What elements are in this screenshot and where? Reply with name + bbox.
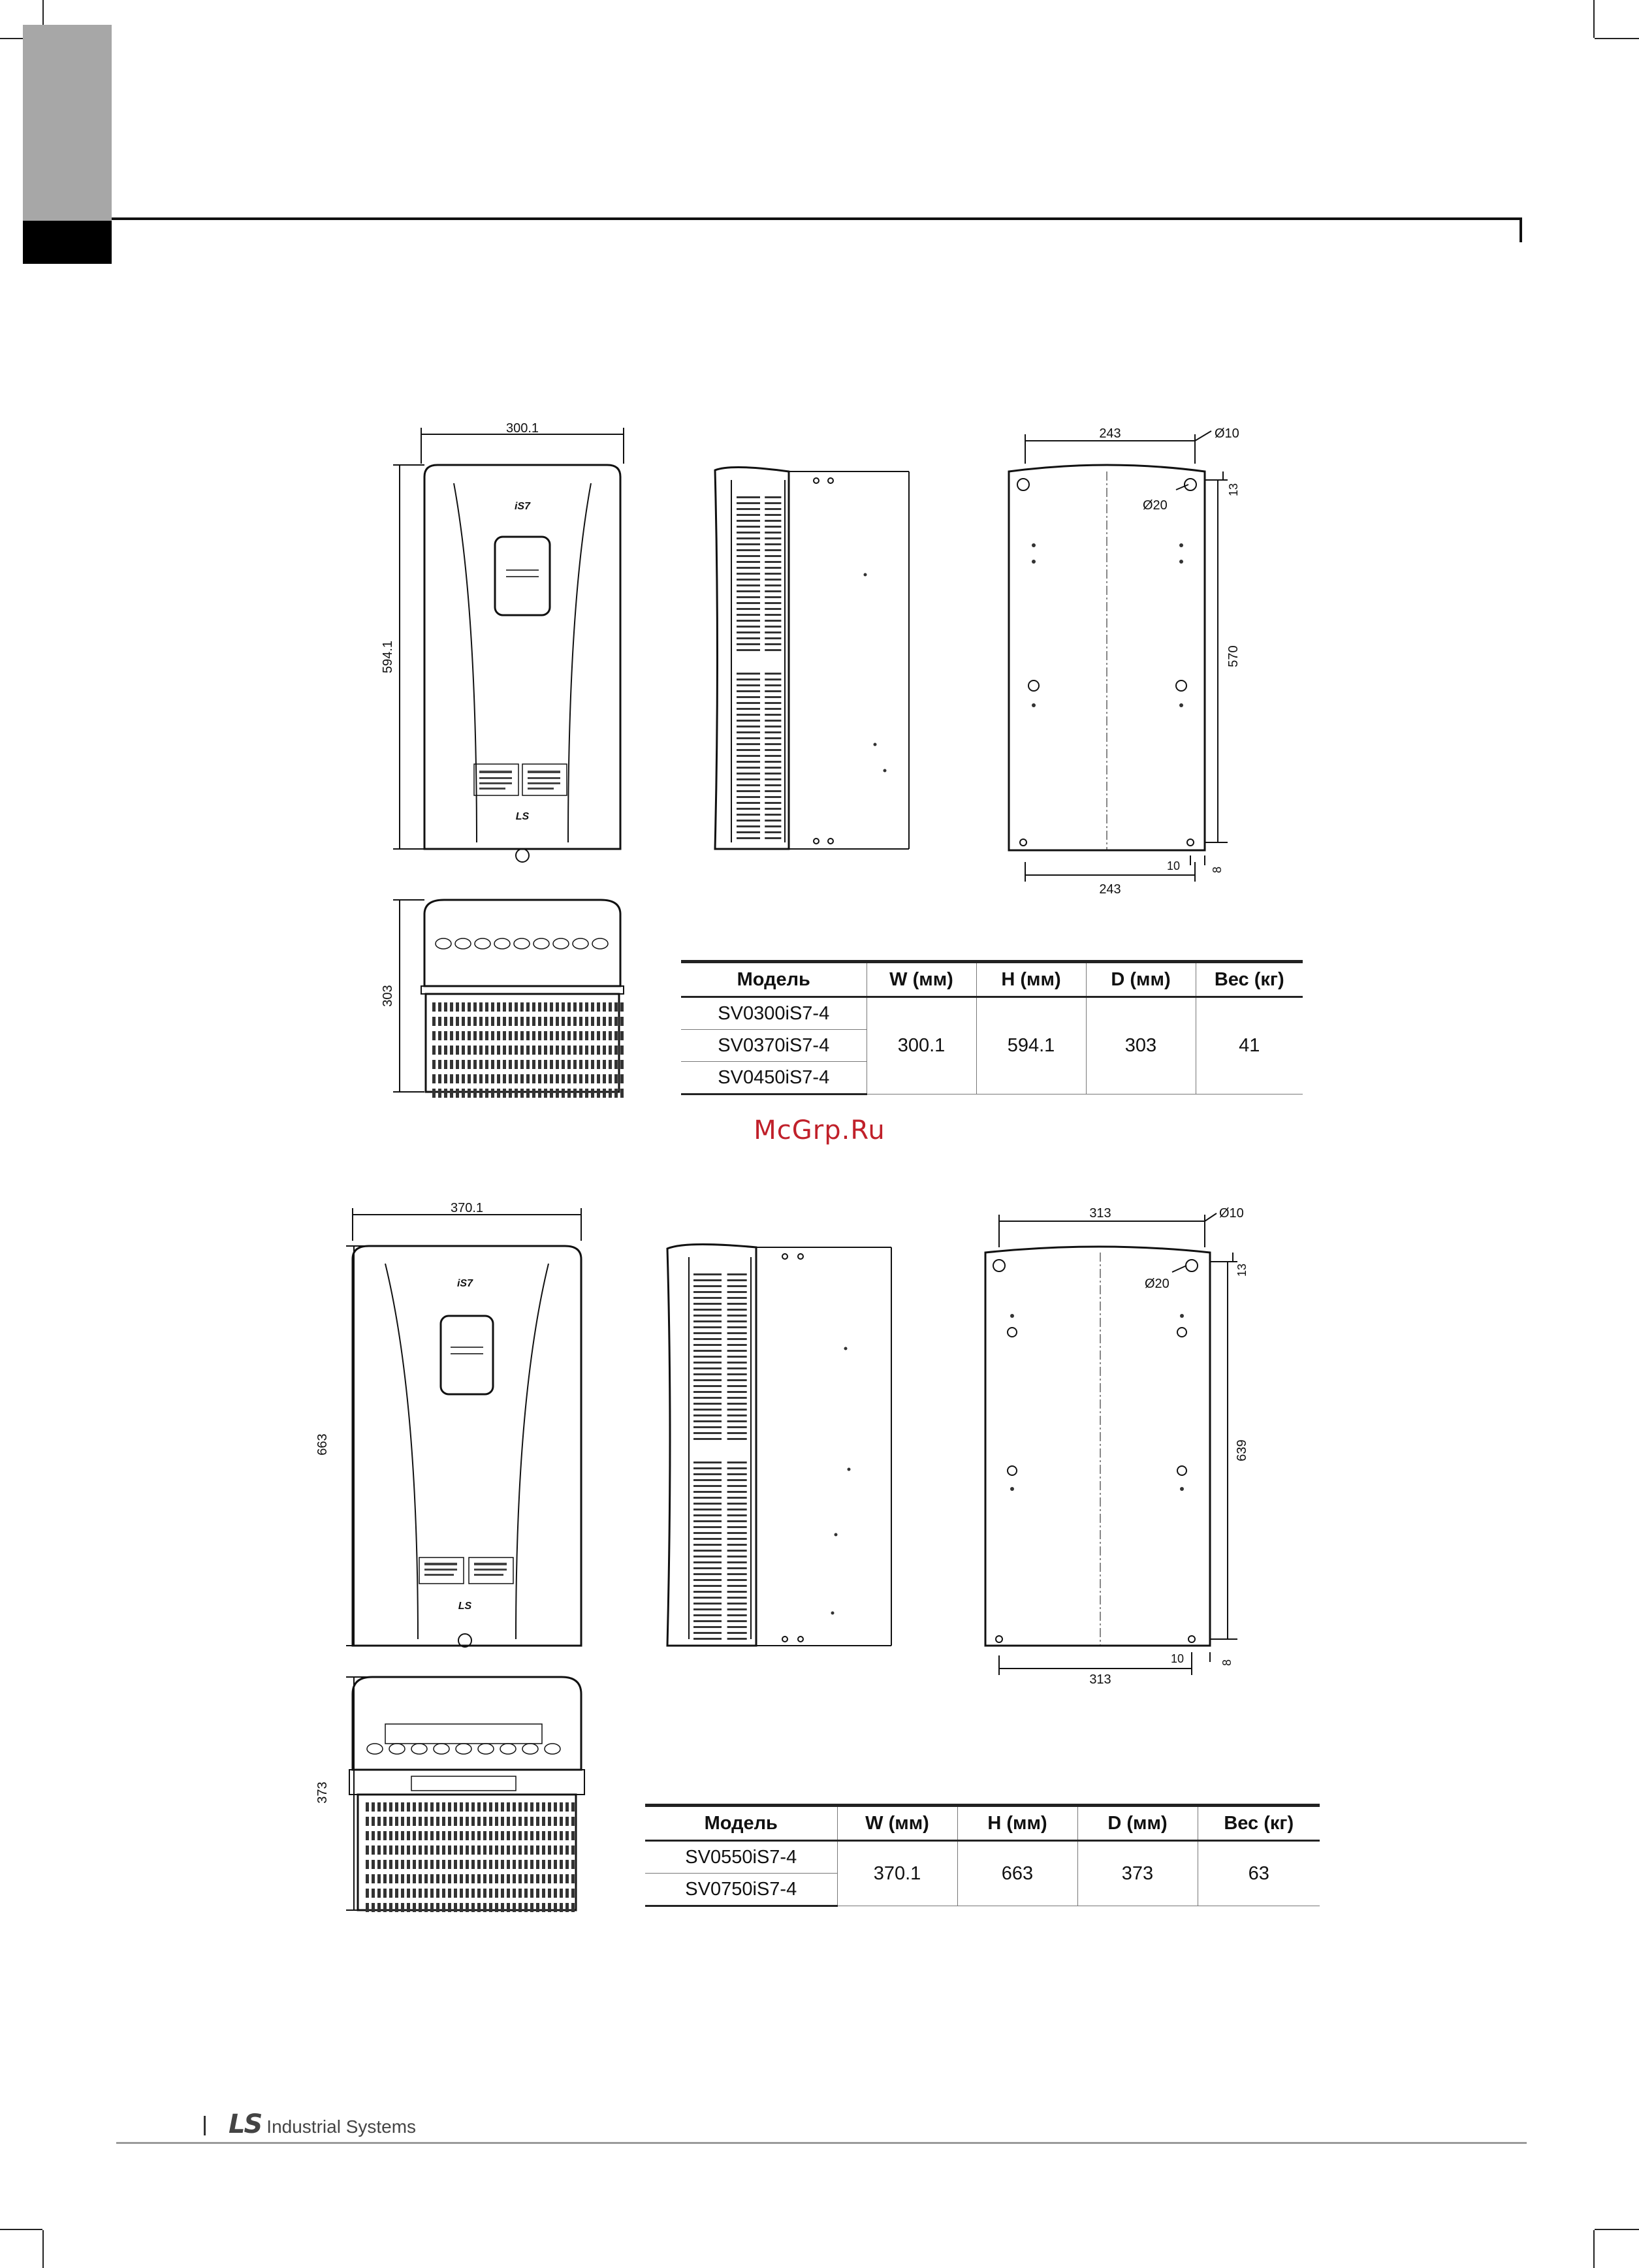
model-cell: SV0550iS7-4 bbox=[645, 1841, 837, 1874]
footer-divider bbox=[204, 2116, 206, 2135]
crop-mark-tr bbox=[1593, 0, 1595, 38]
h-cell: 663 bbox=[957, 1841, 1077, 1906]
watermark-text: McGrp.Ru bbox=[754, 1115, 885, 1145]
dim-hole-small-2: Ø10 bbox=[1219, 1206, 1244, 1221]
crop-mark-tr-h bbox=[1595, 38, 1639, 39]
header-weight: Вес (кг) bbox=[1198, 1806, 1320, 1841]
table-row bbox=[681, 997, 1303, 1030]
dim-v13-2: 13 bbox=[1235, 1263, 1249, 1277]
dim-v8-2: 8 bbox=[1220, 1659, 1233, 1667]
dim-v570-1: 570 bbox=[1226, 645, 1241, 667]
dim-mount-top-2: 313 bbox=[1089, 1206, 1111, 1221]
drawing-2-rear-view bbox=[976, 1202, 1264, 1685]
drawing-2-side-view bbox=[660, 1234, 901, 1652]
drawing-1-rear-view bbox=[996, 424, 1250, 895]
dim-depth-1: 303 bbox=[381, 985, 395, 1007]
dim-h10-2: 10 bbox=[1170, 1652, 1185, 1665]
spec-table-2 bbox=[645, 1804, 1320, 1907]
front-label-1: iS7 bbox=[514, 501, 531, 512]
dim-hole-large-1: Ø20 bbox=[1143, 498, 1168, 513]
model-cell: SV0450iS7-4 bbox=[681, 1062, 867, 1094]
footer-brand-text: Industrial Systems bbox=[266, 2116, 417, 2137]
w-cell: 370.1 bbox=[837, 1841, 957, 1906]
footer-logo bbox=[229, 2108, 416, 2139]
crop-mark-br-h bbox=[1595, 2229, 1639, 2230]
header-weight: Вес (кг) bbox=[1196, 962, 1303, 997]
dim-v13-1: 13 bbox=[1227, 483, 1240, 497]
dim-mount-bottom-2: 313 bbox=[1089, 1672, 1111, 1687]
weight-cell: 41 bbox=[1196, 997, 1303, 1094]
drawing-1-side-view bbox=[705, 457, 921, 862]
dim-height-2: 663 bbox=[315, 1433, 330, 1456]
header-black-tab bbox=[23, 221, 112, 264]
header-h: H (мм) bbox=[976, 962, 1086, 997]
table-header-row bbox=[645, 1806, 1320, 1841]
table-header-row bbox=[681, 962, 1303, 997]
header-w: W (мм) bbox=[837, 1806, 957, 1841]
dim-depth-2: 373 bbox=[315, 1781, 330, 1804]
dim-hole-large-2: Ø20 bbox=[1145, 1277, 1170, 1291]
drawing-2-front-view bbox=[315, 1201, 594, 1659]
model-cell: SV0300iS7-4 bbox=[681, 997, 867, 1030]
dim-mount-bottom-1: 243 bbox=[1099, 882, 1121, 897]
d-cell: 303 bbox=[1086, 997, 1196, 1094]
dim-hole-small-1: Ø10 bbox=[1215, 426, 1239, 441]
front-logo-1: LS bbox=[515, 811, 530, 822]
dim-v8-1: 8 bbox=[1211, 866, 1224, 874]
header-d: D (мм) bbox=[1086, 962, 1196, 997]
header-d: D (мм) bbox=[1077, 1806, 1198, 1841]
model-cell: SV0750iS7-4 bbox=[645, 1874, 837, 1906]
header-model: Модель bbox=[681, 962, 867, 997]
drawing-1-top-view bbox=[381, 895, 660, 1097]
drawing-2-top-view bbox=[315, 1672, 594, 1913]
table-row bbox=[645, 1841, 1320, 1874]
header-model: Модель bbox=[645, 1806, 837, 1841]
header-gray-tab bbox=[23, 25, 112, 221]
h-cell: 594.1 bbox=[976, 997, 1086, 1094]
dim-h10-1: 10 bbox=[1166, 859, 1181, 872]
footer-rule bbox=[116, 2142, 1527, 2144]
header-w: W (мм) bbox=[867, 962, 976, 997]
dim-mount-top-1: 243 bbox=[1099, 426, 1121, 441]
ls-logo-mark: LS bbox=[229, 2109, 262, 2139]
header-rule bbox=[112, 217, 1522, 220]
crop-mark-br bbox=[1593, 2230, 1595, 2268]
front-logo-2: LS bbox=[458, 1601, 472, 1612]
spec-table-1 bbox=[681, 960, 1303, 1095]
dim-width-2: 370.1 bbox=[450, 1201, 484, 1215]
drawing-1-front-view bbox=[381, 421, 660, 895]
crop-mark-bl-h bbox=[0, 2229, 42, 2230]
header-h: H (мм) bbox=[957, 1806, 1077, 1841]
dim-v639-2: 639 bbox=[1235, 1439, 1249, 1461]
w-cell: 300.1 bbox=[867, 997, 976, 1094]
model-cell: SV0370iS7-4 bbox=[681, 1030, 867, 1062]
weight-cell: 63 bbox=[1198, 1841, 1320, 1906]
header-rule-tick bbox=[1520, 217, 1522, 242]
d-cell: 373 bbox=[1077, 1841, 1198, 1906]
front-label-2: iS7 bbox=[456, 1278, 473, 1289]
dim-height-1: 594.1 bbox=[381, 640, 395, 674]
dim-width-1: 300.1 bbox=[505, 421, 539, 436]
crop-mark-bl bbox=[42, 2230, 44, 2268]
